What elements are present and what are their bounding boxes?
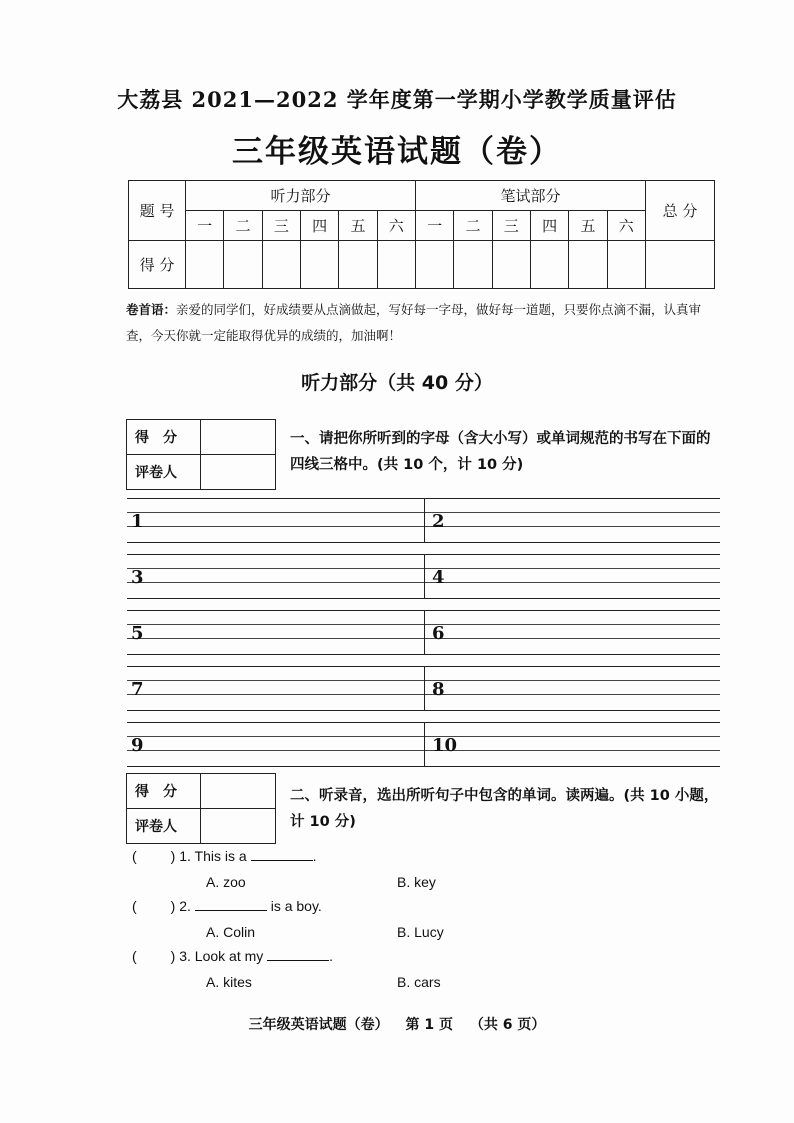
writing-row [127,498,720,543]
item-number: 8 [432,679,445,700]
col-header: 四 [300,211,338,241]
item-number: 5 [131,623,144,644]
writing-grid [127,498,720,778]
intro-lead: 卷首语： [126,302,177,317]
col-header: 五 [569,211,607,241]
option-b[interactable]: B. Lucy [397,924,444,940]
col-header: 四 [530,211,568,241]
writing-row [127,722,720,767]
option-b[interactable]: B. key [397,874,436,890]
score-cell[interactable] [492,241,530,289]
score-label: 得 分 [127,420,201,455]
footer-total-pages: （共 6 页） [469,1017,546,1033]
score-field[interactable] [201,420,276,455]
col-header: 三 [492,211,530,241]
grader-field[interactable] [201,809,276,844]
writing-row [127,554,720,599]
row-label-score: 得 分 [129,241,186,289]
score-cell[interactable] [262,241,300,289]
col-header: 六 [377,211,415,241]
score-cell[interactable] [377,241,415,289]
grader-box-q2 [126,773,276,844]
grader-label: 评卷人 [127,809,201,844]
score-cell[interactable] [530,241,568,289]
mcq-item-3: ( ) 3. Look at my . [132,948,334,964]
score-cell[interactable] [415,241,453,289]
option-a[interactable]: A. kites [206,974,252,990]
item-number: 7 [131,679,144,700]
stem-blank [251,848,313,861]
score-table [128,180,715,289]
row-label-number: 题 号 [129,181,186,241]
stem-blank [267,948,329,961]
option-b[interactable]: B. cars [397,974,441,990]
score-cell[interactable] [339,241,377,289]
intro-text: 亲爱的同学们，好成绩要从点滴做起，写好每一字母，做好每一道题，只要你点滴不漏，认真审查，今天你就一定能取得优异的成绩的，加油啊！ [126,302,702,343]
score-cell[interactable] [224,241,262,289]
section-title: 听力部分（共 40 分） [301,372,493,394]
score-cell[interactable] [186,241,224,289]
footer-exam-name: 三年级英语试题（卷） [248,1017,389,1033]
group-writing: 笔试部分 [415,181,645,211]
item-number: 6 [432,623,445,644]
total-label: 总 分 [646,181,715,241]
item-number: 3 [131,567,144,588]
option-a[interactable]: A. zoo [206,874,246,890]
mcq-item-2: ( ) 2. is a boy. [132,898,322,914]
col-header: 三 [262,211,300,241]
grader-box-q1 [126,419,276,490]
col-header: 一 [186,211,224,241]
col-header: 二 [454,211,492,241]
col-header: 一 [415,211,453,241]
mcq-item-1: ( ) 1. This is a . [132,848,317,864]
score-cell[interactable] [454,241,492,289]
exam-title: 三年级英语试题（卷） [232,134,562,170]
total-score-cell[interactable] [646,241,715,289]
score-field[interactable] [201,774,276,809]
page-footer [0,1014,794,1034]
item-number: 10 [432,735,458,756]
grader-label: 评卷人 [127,455,201,490]
group-listening: 听力部分 [186,181,416,211]
score-cell[interactable] [569,241,607,289]
score-label: 得 分 [127,774,201,809]
item-number: 1 [131,511,144,532]
score-cell[interactable] [607,241,645,289]
question-1-title: 一、请把你所听到的字母（含大小写）或单词规范的书写在下面的四线三格中。(共 10 个，计 10 分) [290,431,711,473]
col-header: 六 [607,211,645,241]
grader-field[interactable] [201,455,276,490]
option-a[interactable]: A. Colin [206,924,256,940]
exam-header-line1: 大荔县 2021—2022 学年度第一学期小学教学质量评估 [117,87,677,112]
writing-row [127,610,720,655]
intro-paragraph [126,297,718,349]
score-cell[interactable] [300,241,338,289]
footer-page-number: 第 1 页 [405,1017,453,1033]
question-2-title: 二、听录音，选出所听句子中包含的单词。读两遍。(共 10 小题，计 10 分) [290,788,719,830]
col-header: 二 [224,211,262,241]
item-number: 4 [432,567,445,588]
col-header: 五 [339,211,377,241]
stem-blank [195,898,267,911]
item-number: 2 [432,511,445,532]
writing-row [127,666,720,711]
item-number: 9 [131,735,144,756]
